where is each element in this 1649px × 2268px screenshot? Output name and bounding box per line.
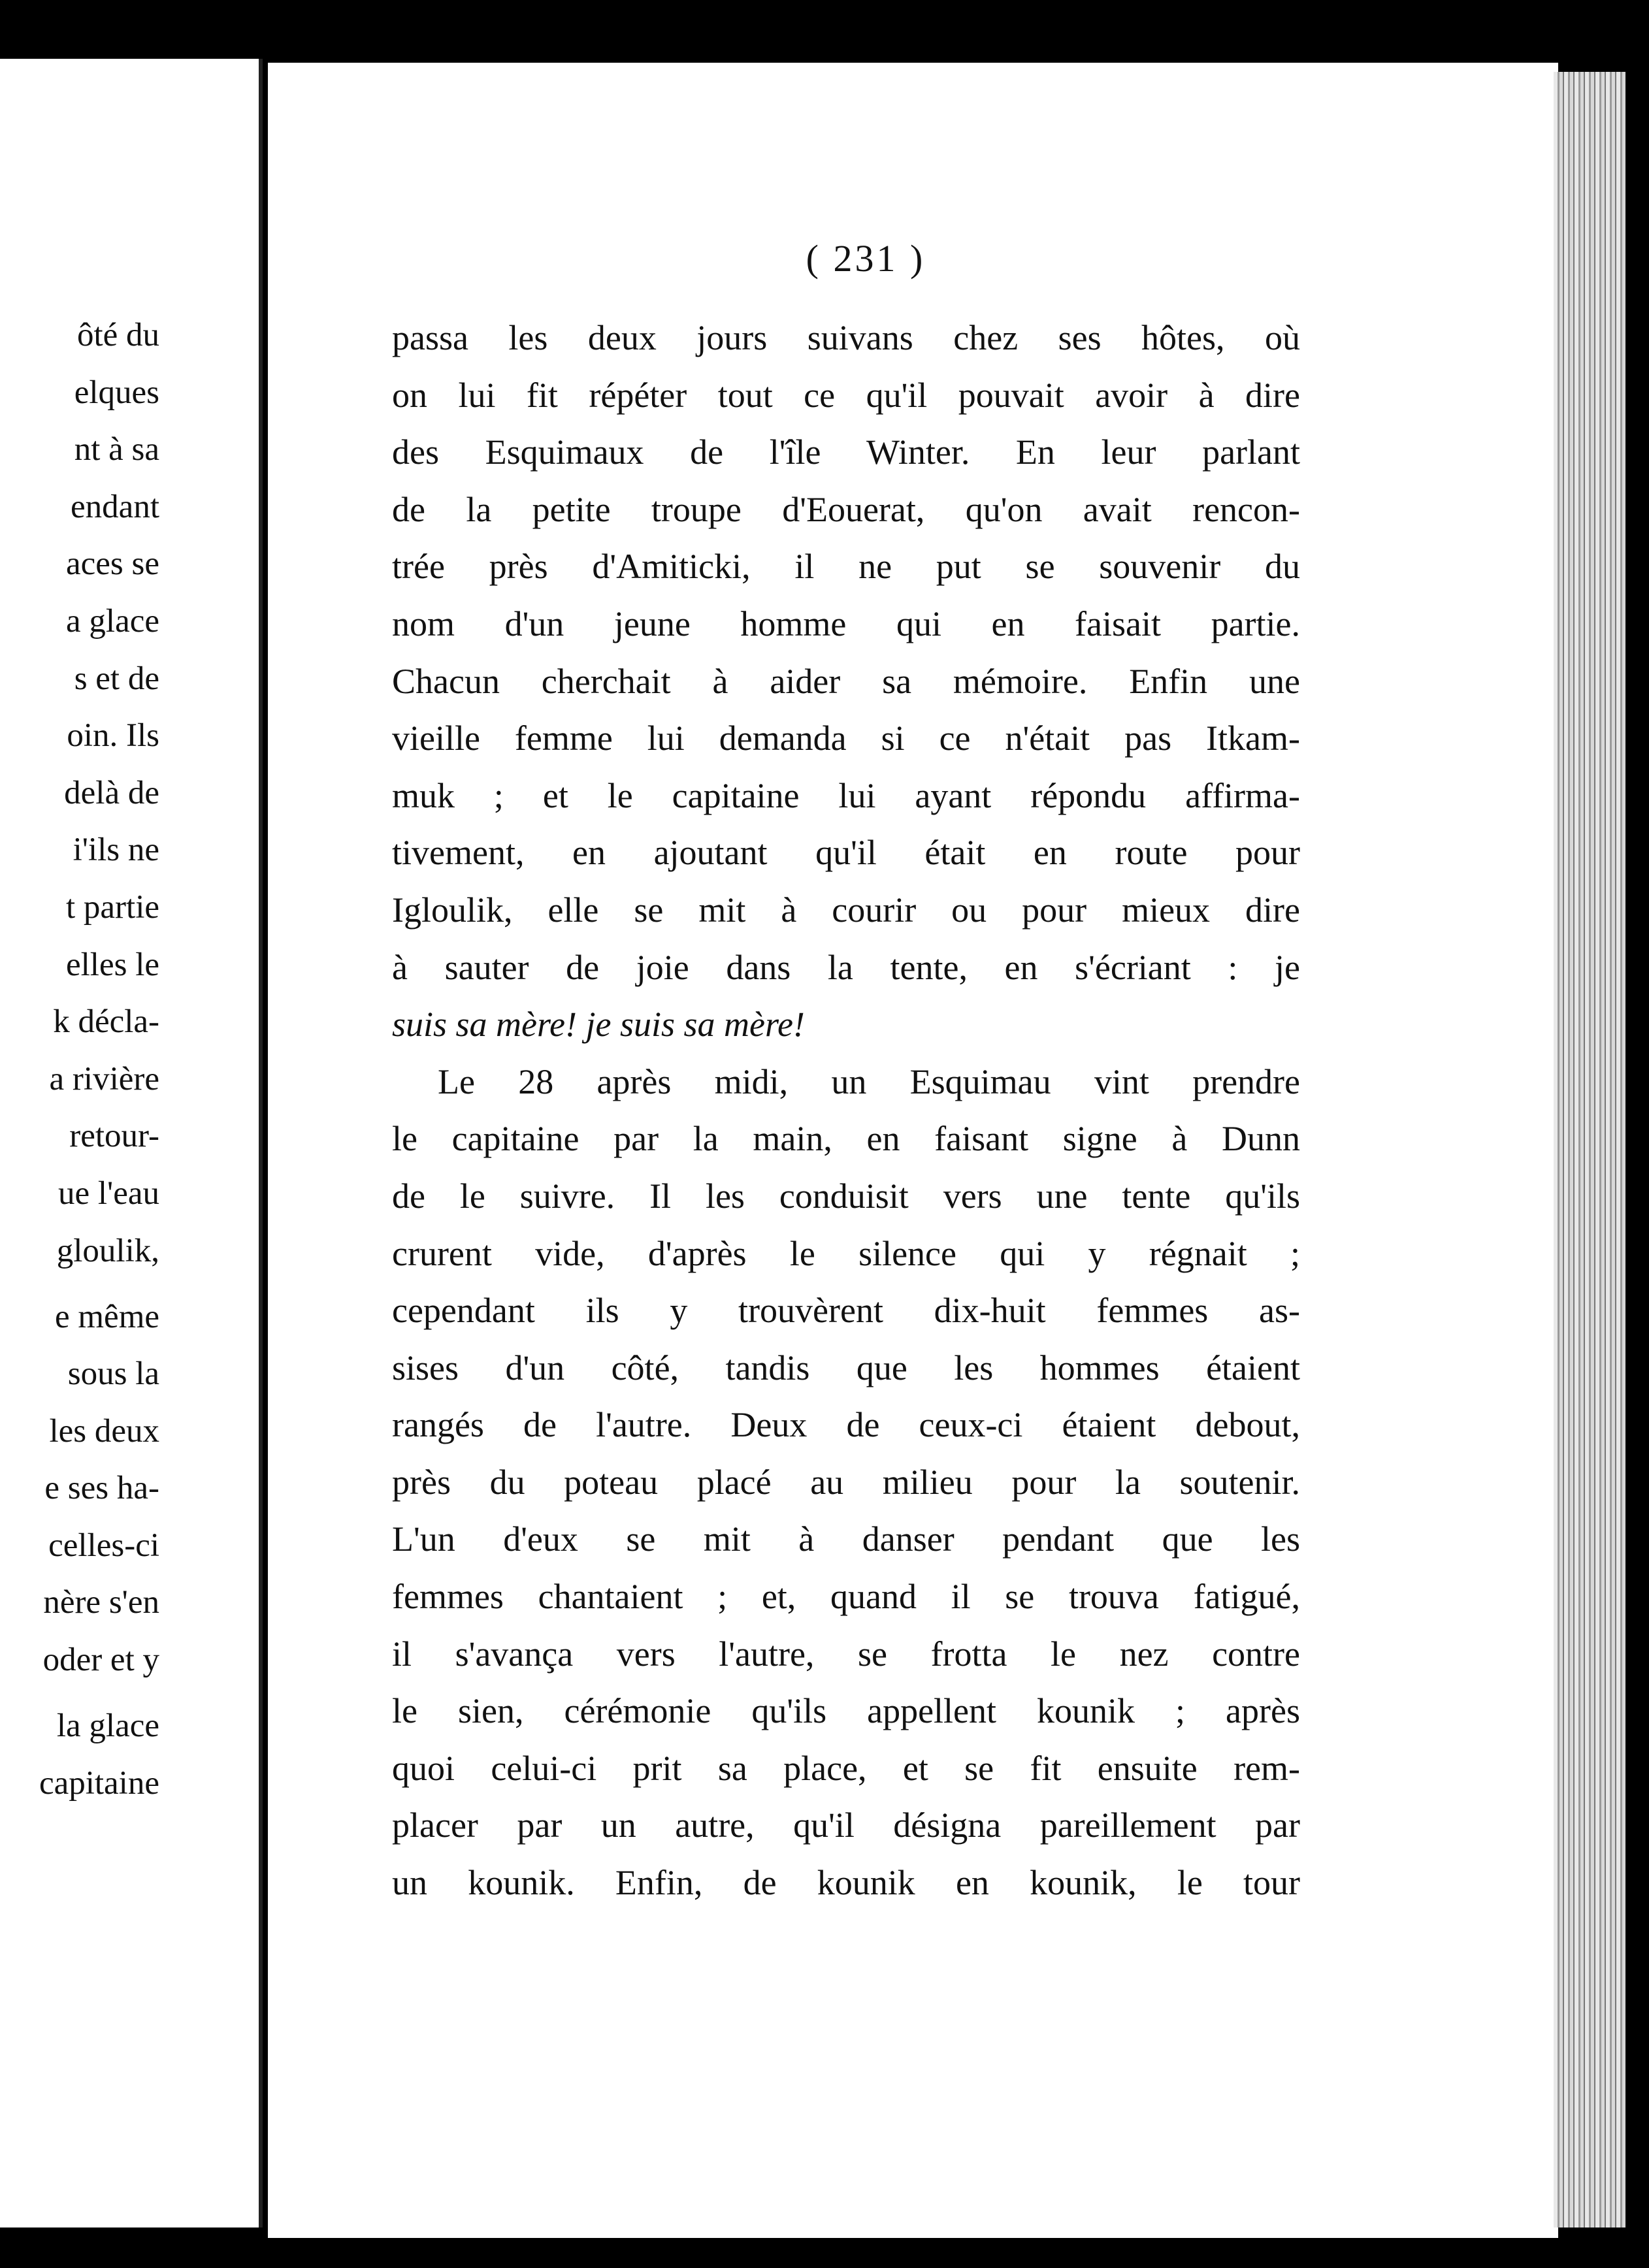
text-line: de la petite troupe d'Eouerat, qu'on avait rencon-	[392, 489, 1300, 529]
left-line: nère s'en	[43, 1584, 159, 1621]
text-line: Chacun cherchait à aider sa mémoire. Enfin une	[392, 661, 1300, 701]
left-line: oin. Ils	[67, 717, 159, 754]
left-line: delà de	[64, 774, 159, 811]
page-number: ( 231 )	[806, 237, 926, 280]
text-line: tivement, en ajoutant qu'il était en route pour	[392, 833, 1300, 873]
text-line: crurent vide, d'après le silence qui y régnait ;	[392, 1233, 1300, 1273]
text-line: le sien, cérémonie qu'ils appellent kounik ; après	[392, 1691, 1300, 1731]
left-line: capitaine	[39, 1764, 159, 1802]
text-line: nom d'un jeune homme qui en faisait partie.	[392, 604, 1300, 643]
left-page-text	[0, 307, 159, 1812]
text-line: passa les deux jours suivans chez ses hôtes, où	[392, 318, 1300, 357]
text-line: placer par un autre, qu'il désigna pareillement par	[392, 1806, 1300, 1845]
left-line: endant	[71, 488, 159, 525]
left-line: la glace	[56, 1708, 159, 1745]
text-line: Igloulik, elle se mit à courir ou pour mieux dire	[392, 890, 1300, 930]
text-line: suis sa mère! je suis sa mère!	[392, 1005, 805, 1045]
text-line: on lui fit répéter tout ce qu'il pouvait avoir à dire	[392, 375, 1300, 415]
text-line: Le 28 après midi, un Esquimau vint prendre	[438, 1061, 1300, 1101]
left-line: nt à sa	[74, 431, 159, 468]
page-edge	[1554, 72, 1625, 2228]
left-line: ôté du	[76, 317, 159, 353]
text-line: cependant ils y trouvèrent dix-huit femmes as-	[392, 1291, 1300, 1331]
text-line: le capitaine par la main, en faisant signe à Dunn	[392, 1119, 1300, 1159]
text-line: près du poteau placé au milieu pour la soutenir.	[392, 1462, 1300, 1502]
text-line: un kounik. Enfin, de kounik en kounik, le tour	[392, 1863, 1300, 1903]
left-line: aces se	[66, 545, 159, 583]
text-line: L'un d'eux se mit à danser pendant que les	[392, 1519, 1300, 1559]
left-facing-page	[0, 59, 263, 2228]
text-line: muk ; et le capitaine lui ayant répondu affirma-	[392, 775, 1300, 815]
text-line: de le suivre. Il les conduisit vers une tente qu'ils	[392, 1176, 1300, 1216]
left-line: elles le	[65, 946, 159, 983]
left-line: t partie	[65, 888, 159, 926]
left-line: e ses ha-	[44, 1470, 159, 1507]
left-line: oder et y	[42, 1642, 159, 1679]
text-line: il s'avança vers l'autre, se frotta le nez contre	[392, 1634, 1300, 1674]
left-line: sous la	[67, 1355, 159, 1393]
left-line: a rivière	[49, 1060, 159, 1097]
left-line: e même	[55, 1298, 159, 1335]
text-line: quoi celui-ci prit sa place, et se fit ensuite rem-	[392, 1748, 1300, 1788]
text-line: trée près d'Amiticki, il ne put se souvenir du	[392, 547, 1300, 587]
left-line: ue l'eau	[57, 1174, 159, 1212]
left-line: celles-ci	[48, 1527, 159, 1564]
text-line: vieille femme lui demanda si ce n'était pas Itkam-	[392, 719, 1300, 758]
text-line: rangés de l'autre. Deux de ceux-ci étaient debout,	[392, 1405, 1300, 1445]
text-line: des Esquimaux de l'île Winter. En leur parlant	[392, 432, 1300, 472]
text-line: femmes chantaient ; et, quand il se trouva fatigué,	[392, 1577, 1300, 1617]
left-line: les deux	[49, 1412, 159, 1450]
left-line: retour-	[69, 1118, 159, 1155]
text-line: à sauter de joie dans la tente, en s'écriant : je	[392, 947, 1300, 987]
left-line: s et de	[74, 660, 159, 697]
text-line: sises d'un côté, tandis que les hommes étaient	[392, 1348, 1300, 1387]
left-line: gloulik,	[56, 1232, 159, 1269]
left-line: k décla-	[53, 1003, 159, 1041]
left-line: a glace	[66, 602, 159, 640]
left-line: elques	[74, 374, 159, 411]
left-line: i'ils ne	[73, 832, 159, 869]
body-text	[392, 310, 1300, 1912]
